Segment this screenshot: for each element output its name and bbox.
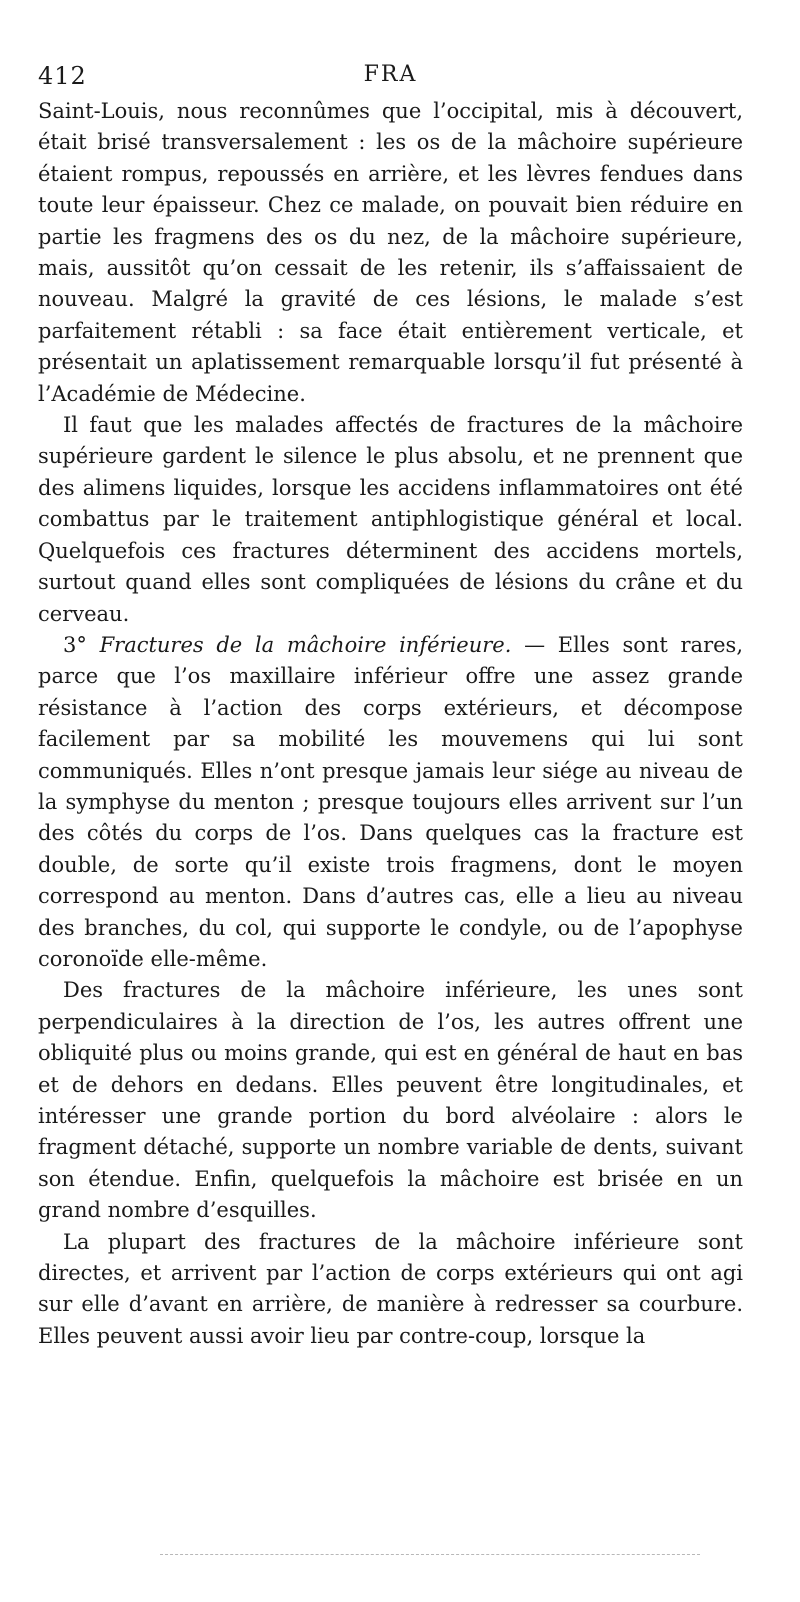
paragraph-text: Il faut que les malades affectés de fractures de la mâchoire supérieure gardent le silence le plus absolu, et ne prennent que des alimens liquides, lorsque les accidens inflammatoires ont été combattus par le traitement antiphlogistique général et local. Quelquefois ces fractures déterminent des accidens mortels, surtout quand elles sont compliquées de lésions du crâne et du cerveau. <box>38 413 743 626</box>
body-text <box>38 96 743 1352</box>
paragraph-text: La plupart des fractures de la mâchoire inférieure sont directes, et arrivent par l’action de corps extérieurs qui ont agi sur elle d’avant en arrière, de manière à redresser sa courbure. Elles peuvent aussi avoir lieu par contre-coup, lorsque la <box>38 1229 743 1348</box>
paragraph-text: Des fractures de la mâchoire inférieure, les unes sont perpendiculaires à la direction de l’os, les autres offrent une obliquité plus ou moins grande, qui est en général de haut en bas et de dehors en dedans. Elles peuvent être longitudinales, et intéresser une grande portion du bord alvéolaire : alors le fragment détaché, supporte un nombre variable de dents, suivant son étendue. Enfin, quelquefois la mâchoire est brisée en un grand nombre d’esquilles. <box>38 978 743 1223</box>
section-title: Fractures de la mâchoire inférieure. <box>99 632 512 657</box>
paragraph-section-lower-jaw <box>38 630 743 975</box>
page-number: 412 <box>38 62 87 90</box>
section-number: 3° <box>63 632 87 657</box>
running-head: FRA <box>363 62 418 87</box>
page-bottom-mark <box>160 1554 700 1555</box>
page-header <box>38 62 743 96</box>
paragraph-case-continuation <box>38 96 743 410</box>
paragraph-fracture-directions <box>38 975 743 1226</box>
paragraph-text: Saint-Louis, nous reconnûmes que l’occipital, mis à découvert, était brisé transversalement : les os de la mâchoire supérieure étaient rompus, repoussés en arrière, et les lèvres fendues dans toute leur épaisseur. Chez ce malade, on pouvait bien réduire en partie les fragmens des os du nez, de la mâchoire supérieure, mais, aussitôt qu’on cessait de les retenir, ils s’affaissaient de nouveau. Malgré la gravité de ces lésions, le malade s’est parfaitement rétabli : sa face était entièrement verticale, et présentait un aplatissement remarquable lorsqu’il fut présenté à l’Académie de Médecine. <box>38 99 743 406</box>
paragraph-text: — Elles sont rares, parce que l’os maxillaire inférieur offre une assez grande résistance à l’action des corps extérieurs, et décompose facilement par sa mobilité les mouvemens qui lui sont communiqués. Elles n’ont presque jamais leur siége au niveau de la symphyse du menton ; presque toujours elles arrivent sur l’un des côtés du corps de l’os. Dans quelques cas la fracture est double, de sorte qu’il existe trois fragmens, dont le moyen correspond au menton. Dans d’autres cas, elle a lieu au niveau des branches, du col, qui supporte le condyle, ou de l’apophyse coronoïde elle-même. <box>38 632 743 971</box>
paragraph-fracture-causes <box>38 1227 743 1353</box>
paragraph-treatment <box>38 410 743 630</box>
